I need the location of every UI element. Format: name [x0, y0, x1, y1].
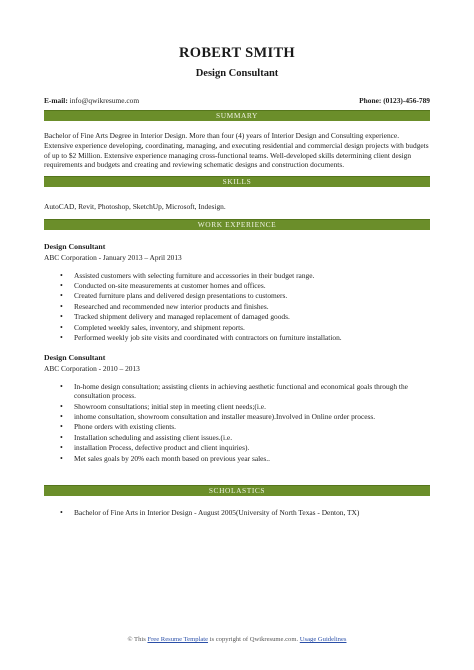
- phone-block: [359, 96, 430, 106]
- footer: [0, 636, 474, 645]
- duty-item: • Conducted on-site measurements at customer homes and offices.: [74, 281, 430, 290]
- contact-row: [44, 96, 430, 106]
- job-company-dates: ABC Corporation - 2010 – 2013: [44, 363, 140, 373]
- footer-copyright: © This: [127, 636, 146, 643]
- job-duties-list: [44, 382, 430, 464]
- summary-heading: SUMMARY: [44, 110, 430, 121]
- email-value: info@qwikresume.com: [69, 96, 140, 106]
- skills-heading: SKILLS: [44, 176, 430, 187]
- duty-item: • Installation scheduling and assisting client issues.(i.e.: [74, 433, 430, 442]
- duty-item: • Met sales goals by 20% each month based on previous year sales..: [74, 454, 430, 463]
- job-entry-1: [44, 242, 430, 343]
- candidate-role: Design Consultant: [195, 67, 279, 79]
- duty-item: • In-home design consultation; assisting clients in achieving aesthetic functional and economical goals through the consultation process.: [74, 382, 430, 401]
- email-label: E-mail:: [44, 96, 68, 106]
- candidate-name: ROBERT SMITH: [178, 45, 296, 61]
- duty-item: • Completed weekly sales, inventory, and shipment reports.: [74, 323, 430, 332]
- job-company-dates: ABC Corporation - January 2013 – April 2013: [44, 252, 182, 262]
- scholastic-item: • Bachelor of Fine Arts in Interior Design - August 2005(University of North Texas - Denton, TX): [74, 508, 430, 517]
- duty-item: • Phone orders with existing clients.: [74, 422, 430, 431]
- duty-item: • Showroom consultations; initial step in meeting client needs;(i.e.: [74, 402, 430, 411]
- job-entry-2: [44, 353, 430, 464]
- duty-item: • inhome consultation, showroom consultation and installer measure).Involved in Online order process.: [74, 412, 430, 421]
- scholastics-list: [44, 508, 430, 517]
- free-resume-template-link[interactable]: Free Resume Template: [147, 636, 209, 643]
- duty-item: • Created furniture plans and delivered design presentations to customers.: [74, 291, 430, 300]
- duty-item: • Tracked shipment delivery and managed replacement of damaged goods.: [74, 312, 430, 321]
- job-title: Design Consultant: [44, 241, 106, 251]
- duty-item: • Assisted customers with selecting furniture and accessories in their budget range.: [74, 271, 430, 280]
- email-block: [44, 96, 139, 106]
- summary-text: Bachelor of Fine Arts Degree in Interior Design. More than four (4) years of Interior Design and Consulting experience. Extensive experience developing, coordinating, managing, and executing residential and commercial design projects with budgets of up to $2 Million. Extensive experience managing cross-functional teams. Well-developed skills determining client design requirements and budgets and creating and reviewing schematic designs and construction documents.: [44, 131, 429, 170]
- footer-middle-text: is copyright of Qwikresume.com.: [209, 636, 299, 643]
- duty-item: • Performed weekly job site visits and coordinated with contractors on furniture installation.: [74, 333, 430, 342]
- scholastics-heading: SCHOLASTICS: [44, 485, 430, 496]
- phone-label: Phone:: [359, 96, 382, 106]
- duty-item: • Researched and recommended new interior products and finishes.: [74, 302, 430, 311]
- usage-guidelines-link[interactable]: Usage Guidelines: [299, 636, 347, 643]
- skills-text: AutoCAD, Revit, Photoshop, SketchUp, Microsoft, Indesign.: [44, 202, 226, 212]
- experience-heading: WORK EXPERIENCE: [44, 219, 430, 230]
- job-duties-list: [44, 271, 430, 343]
- job-title: Design Consultant: [44, 352, 106, 362]
- phone-value: (0123)-456-789: [383, 96, 430, 106]
- duty-item: • installation Process, defective product and client inquiries).: [74, 443, 430, 452]
